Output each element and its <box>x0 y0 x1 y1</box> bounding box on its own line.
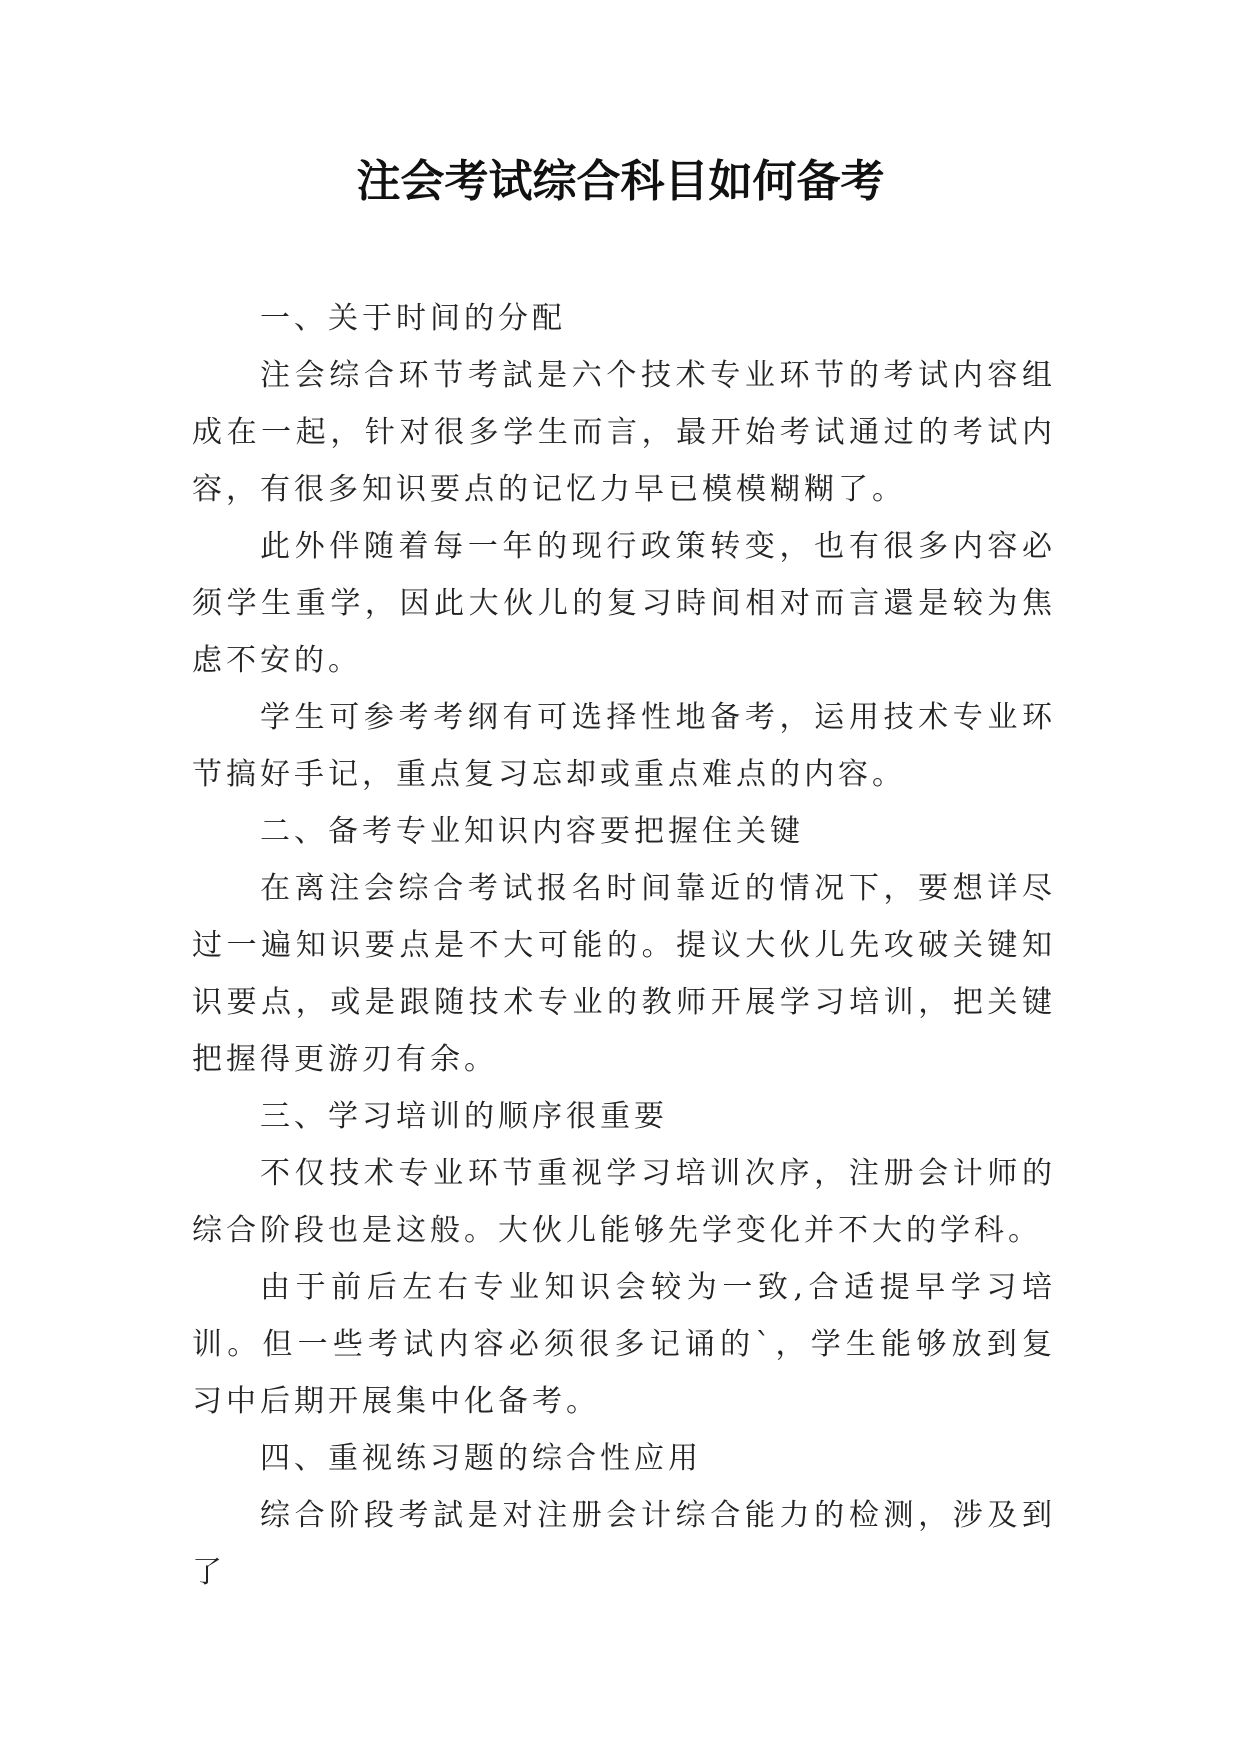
body-paragraph: 学生可参考考纲有可选择性地备考，运用技术专业环节搞好手记，重点复习忘却或重点难点的内容。 <box>192 700 1056 792</box>
section-heading: 三、学习培训的顺序很重要 <box>260 1099 668 1134</box>
body-paragraph: 此外伴随着每一年的现行政策转变，也有很多内容必须学生重学，因此大伙儿的复习時间相对而言還是较为焦虑不安的。 <box>192 529 1056 678</box>
document-body <box>192 290 1056 1601</box>
section-heading: 二、备考专业知识内容要把握住关键 <box>260 814 804 849</box>
section-heading: 一、关于时间的分配 <box>260 301 566 336</box>
body-paragraph: 不仅技术专业环节重视学习培训次序，注册会计师的综合阶段也是这般。大伙儿能够先学变化并不大的学科。 <box>192 1156 1056 1248</box>
body-paragraph: 综合阶段考試是对注册会计综合能力的检测，涉及到了 <box>192 1498 1056 1590</box>
section-heading: 四、重视练习题的综合性应用 <box>260 1441 702 1476</box>
document-title: 注会考试综合科目如何备考 <box>356 156 885 207</box>
body-paragraph: 在离注会综合考试报名时间靠近的情况下，要想详尽过一遍知识要点是不大可能的。提议大伙儿先攻破关键知识要点，或是跟随技术专业的教师开展学习培训，把关键把握得更游刃有余。 <box>192 871 1056 1077</box>
body-paragraph: 注会综合环节考試是六个技术专业环节的考试内容组成在一起，针对很多学生而言，最开始考试通过的考试内容，有很多知识要点的记忆力早已模模糊糊了。 <box>192 358 1056 507</box>
body-paragraph: 由于前后左右专业知识会较为一致,合适提早学习培训。但一些考试内容必须很多记诵的`，学生能够放到复习中后期开展集中化备考。 <box>192 1270 1056 1419</box>
